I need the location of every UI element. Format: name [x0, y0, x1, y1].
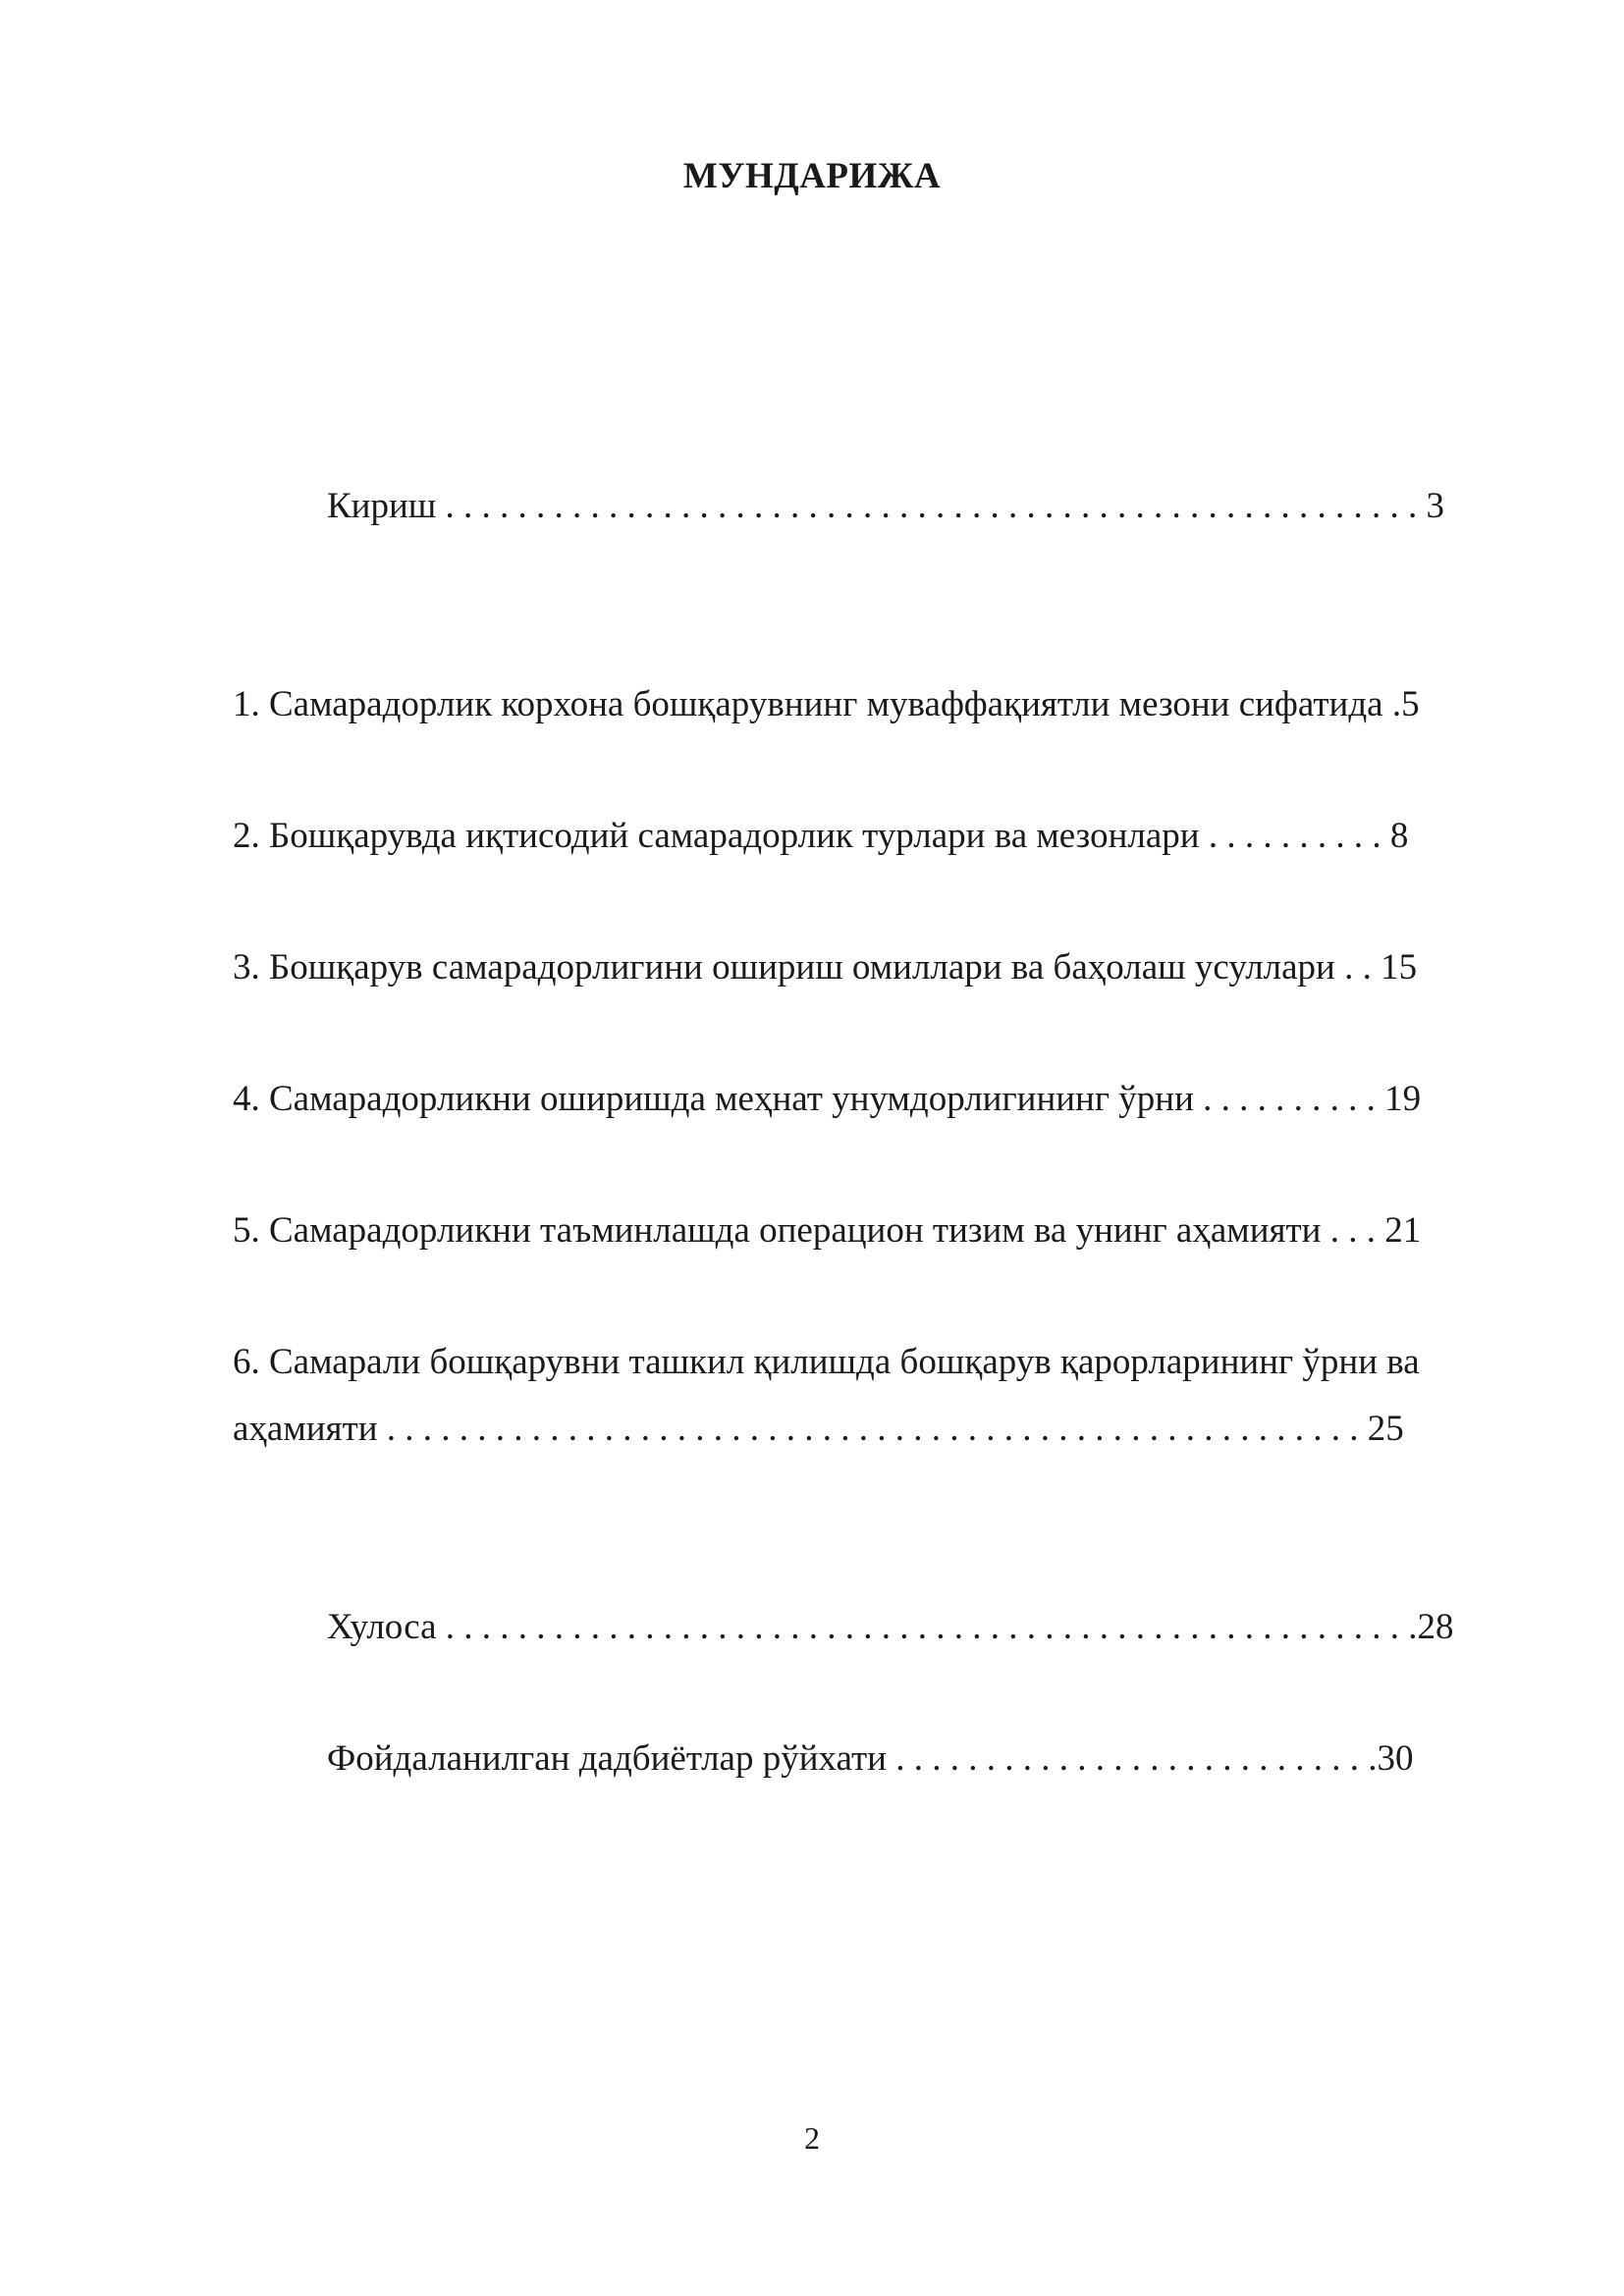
toc-entry-chapter-4: 4. Самарадорликни оширишда меҳнат унумдорлигининг ўрни . . . . . . . . . . 19: [233, 1079, 1422, 1119]
page-title: МУНДАРИЖА: [682, 156, 942, 196]
toc-entry-chapter-6-line-1: 6. Самарали бошқарувни ташкил қилишда бошқарув қарорларининг ўрни ва: [233, 1342, 1420, 1382]
toc-entry-chapter-5: 5. Самарадорликни таъминлашда операцион тизим ва унинг аҳамияти . . . 21: [233, 1210, 1422, 1251]
toc-entry-references: Фойдаланилган дадбиётлар рўйхати . . . . . . . . . . . . . . . . . . . . . . . . . . .30: [327, 1738, 1414, 1779]
toc-entry-chapter-6-line-2: аҳамияти . . . . . . . . . . . . . . . . . . . . . . . . . . . . . . . . . . . . . . . . . . . . . . . . . . . . . . 25: [233, 1409, 1404, 1449]
toc-entry-chapter-3: 3. Бошқарув самарадорлигини ошириш омиллари ва баҳолаш усуллари . . 15: [233, 947, 1418, 988]
toc-entry-introduction: Кириш . . . . . . . . . . . . . . . . . . . . . . . . . . . . . . . . . . . . . . . . . . . . . . . . . . . . . . 3: [327, 486, 1445, 526]
page-number: 2: [804, 2120, 820, 2156]
toc-entry-chapter-1: 1. Самарадорлик корхона бошқарувнинг муваффақиятли мезони сифатида .5: [233, 684, 1420, 724]
toc-entry-conclusion: Хулоса . . . . . . . . . . . . . . . . . . . . . . . . . . . . . . . . . . . . . . . . . . . . . . . . . . . . . .28: [327, 1607, 1454, 1647]
toc-entry-chapter-2: 2. Бошқарувда иқтисодий самарадорлик турлари ва мезонлари . . . . . . . . . . 8: [233, 816, 1409, 856]
